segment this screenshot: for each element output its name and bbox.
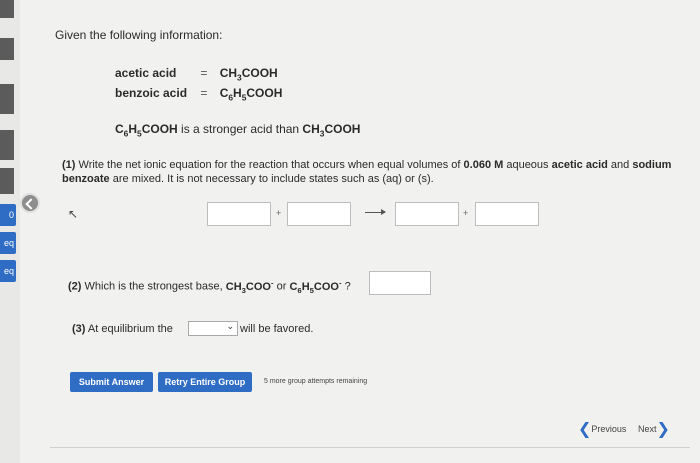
chevron-right-icon: ❯ xyxy=(656,421,670,438)
next-label: Next xyxy=(638,424,657,434)
collapse-toggle-icon[interactable] xyxy=(20,193,40,213)
equilibrium-side-select[interactable] xyxy=(188,321,238,336)
formula-acetic-acid: $CH_3COOH$ xyxy=(219,66,278,83)
base-benzoate: $C_6H_5COO^-$ xyxy=(289,278,342,295)
definition-acetic-acid xyxy=(115,66,278,82)
mouse-cursor-icon: ↖ xyxy=(68,207,79,221)
sidebar-marker xyxy=(0,168,14,194)
attempts-remaining-note: 5 more group attempts remaining xyxy=(264,378,368,385)
strong-acid-formula: $C_6H_5COOH$ xyxy=(115,122,178,139)
strongest-base-input[interactable] xyxy=(369,271,431,295)
submit-answer-button[interactable]: Submit Answer xyxy=(70,372,153,392)
part-3-suffix: will be favored. xyxy=(240,323,314,335)
statement-text: is a stronger acid than xyxy=(177,122,303,136)
prompt-text: and xyxy=(607,159,633,171)
sidebar-tag[interactable]: eq xyxy=(0,232,16,254)
equals-sign: = xyxy=(200,86,208,100)
prompt-text: ? xyxy=(341,280,351,293)
part-number: (1) xyxy=(62,159,76,171)
sidebar-tag[interactable]: eq xyxy=(0,260,16,282)
part-3-prompt xyxy=(72,322,173,336)
base-acetate: $CH_3COO^-$ xyxy=(225,278,274,295)
formula-benzoic-acid: $C_6H_5COOH$ xyxy=(219,86,283,103)
sidebar-marker xyxy=(0,38,14,60)
reaction-arrow-icon xyxy=(365,212,385,213)
acid-strength-statement xyxy=(115,122,360,138)
part-number: (3) xyxy=(72,323,86,335)
reactant-2-input[interactable] xyxy=(287,202,351,226)
prompt-text: are mixed. It is not necessary to include states such as (aq) or (s). xyxy=(109,173,434,185)
left-sidebar xyxy=(0,0,20,463)
plus-sign: + xyxy=(463,208,469,218)
question-heading: Given the following information: xyxy=(55,28,223,42)
definition-benzoic-acid xyxy=(115,86,282,102)
definition-label: acetic acid xyxy=(115,66,177,80)
sidebar-marker xyxy=(0,84,14,114)
sidebar-marker xyxy=(0,130,14,160)
chevron-left-icon: ❮ xyxy=(578,421,592,438)
definition-label: benzoic acid xyxy=(115,86,188,100)
next-link[interactable] xyxy=(638,419,670,439)
weak-acid-formula: $CH_3COOH$ xyxy=(302,122,361,139)
product-1-input[interactable] xyxy=(395,202,459,226)
prompt-text: Write the net ionic equation for the reaction that occurs when equal volumes of xyxy=(75,159,464,171)
part-2-prompt xyxy=(68,276,351,298)
equals-sign: = xyxy=(200,66,208,80)
reactant-sodium-benzoate: sodium benzoate xyxy=(62,159,672,185)
sidebar-marker xyxy=(0,0,14,18)
reactant-acetic-acid: acetic acid xyxy=(551,159,608,171)
divider xyxy=(50,447,690,448)
sidebar-tag[interactable]: 0 xyxy=(0,204,16,226)
part-1-prompt xyxy=(62,158,682,186)
retry-entire-group-button[interactable]: Retry Entire Group xyxy=(158,372,252,392)
part-number: (2) xyxy=(68,280,82,293)
previous-link[interactable] xyxy=(578,419,626,439)
reactant-1-input[interactable] xyxy=(207,202,271,226)
prompt-text: At equilibrium the xyxy=(85,323,173,335)
prompt-text: Which is the strongest base, xyxy=(81,280,226,293)
concentration: 0.060 M xyxy=(463,159,504,171)
previous-label: Previous xyxy=(591,424,627,434)
product-2-input[interactable] xyxy=(475,202,539,226)
prompt-text: aqueous xyxy=(503,159,552,171)
plus-sign: + xyxy=(276,208,282,218)
chevron-down-icon: ⌄ xyxy=(226,321,234,331)
prompt-text: or xyxy=(273,280,290,293)
